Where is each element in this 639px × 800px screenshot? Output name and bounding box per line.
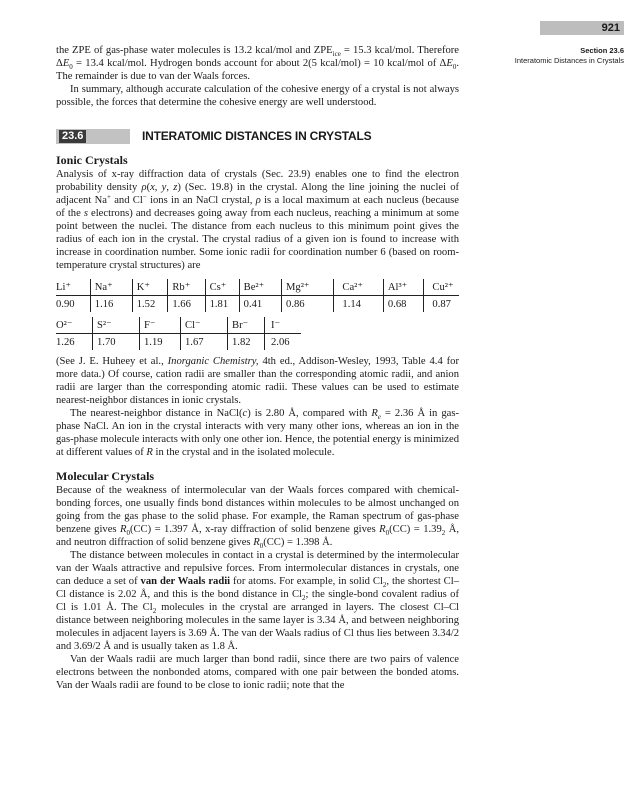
ion-radius: 1.52 <box>132 296 168 313</box>
ion-radius: 1.19 <box>140 334 181 351</box>
paragraph: Because of the weakness of intermolecular van der Waals forces compared with chemical-bonding forces, one usually finds bond distances within molecules to be almost unchanged on going from the gas phase to the solid phase. For example, the Raman spectrum of gas-phase benzene gives $R_0(CC) = 1.397$ Å, x-ray diffraction of solid benzene gives $R_0(CC) = 1.39_2$ Å, and neutron diffraction of solid benzene gives $R_0(CC) = 1.398$ Å. <box>56 485 460 551</box>
paragraph: Analysis of x-ray diffraction data of crystals (Sec. 23.9) enables one to find the electron probability density ρ(x, y, z) (Sec. 19.8) in the crystal. Along the line joining the nuclei of adjacent Na+ and Cl− ions in an NaCl crystal, ρ is a local maximum at each nucleus (because of the s electrons) and decreases going away from each nucleus, reaching a minimum at some point between the nuclei. The distance from each nucleus to this minimum point gives the radius of each ion in the crystal. The crystal radius of a given ion is found to increase with increase in coordination number. Some ionic radii for coordination number 6 (based on room-temperature crystal structures) are <box>56 169 460 271</box>
ion-label: S²⁻ <box>93 317 140 334</box>
ion-radius: 1.16 <box>90 296 132 313</box>
ionic-radii-table-anions <box>56 317 301 350</box>
running-head-section: Section 23.6 <box>580 46 624 55</box>
ion-label: O²⁻ <box>56 317 93 334</box>
ionic-radii-table-cations <box>56 279 459 312</box>
ion-label: Rb⁺ <box>168 279 205 296</box>
paragraph: In summary, although accurate calculation of the cohesive energy of a crystal is not always possible, the forces that determine the cohesive energy are well understood. <box>56 84 459 108</box>
ion-radius: 0.90 <box>56 296 90 313</box>
ion-label: K⁺ <box>132 279 168 296</box>
paragraph: Van der Waals radii are much larger than bond radii, since there are two pairs of valence electrons between the nonbonded atoms, compared with one pair between the bonded atoms. Van der Waals radii are found to be close to ionic radii; note that the <box>56 654 459 691</box>
ion-radius: 1.82 <box>228 334 265 351</box>
ion-radius: 0.68 <box>383 296 424 313</box>
subsection-heading: Molecular Crystals <box>56 469 155 483</box>
section-number-box <box>56 129 130 144</box>
subsection-heading: Ionic Crystals <box>56 153 128 167</box>
paragraph: The nearest-neighbor distance in NaCl(c) is 2.80 Å, compared with $R_e = 2.36$ Å in gas-phase NaCl. An ion in the crystal interacts with very many other ions, whereas an ion in the gas-phase molecule interacts with only one other ion. Hence, the potential energy is minimized at different values of R in the crystal and in the isolated molecule. <box>56 408 459 458</box>
ion-label: Cs⁺ <box>205 279 239 296</box>
ion-label: Al³⁺ <box>383 279 424 296</box>
ion-label: Na⁺ <box>90 279 132 296</box>
ion-label: F⁻ <box>140 317 181 334</box>
ion-label: Cl⁻ <box>181 317 228 334</box>
page-number: 921 <box>540 21 624 35</box>
ion-radius: 0.87 <box>432 298 451 310</box>
ion-label: I⁻ <box>265 317 302 334</box>
ion-radius: 1.66 <box>168 296 205 313</box>
ion-radius: 1.70 <box>93 334 140 351</box>
paragraph: The distance between molecules in contact in a crystal is determined by the intermolecular van der Waals attractive and repulsive forces. From intermolecular distances in crystals, one can deduce a set of van der Waals radii for atoms. For example, in solid $Cl_2$, the shortest Cl–Cl distance is 2.02 Å, and this is the bond distance in $Cl_2$; the single-bond covalent radius of Cl is 1.01 Å. The $Cl_2$ molecules in the crystal are arranged in layers. The closest Cl–Cl distance between neighboring molecules in the same layer is 3.34 Å, and between neighboring molecules in adjacent layers is 3.69 Å. The van der Waals radius of Cl thus lies between 3.34/2 and 3.69/2 Å and is usually taken as 1.8 Å. <box>56 550 459 652</box>
ion-radius: 1.81 <box>205 296 239 313</box>
ion-radius: 2.06 <box>271 336 290 348</box>
section-number: 23.6 <box>59 130 86 143</box>
ion-radius: 0.41 <box>239 296 281 313</box>
running-head-title: Interatomic Distances in Crystals <box>514 56 624 65</box>
ion-label: Li⁺ <box>56 279 90 296</box>
ion-label: Mg²⁺ <box>282 279 334 296</box>
ion-label: Ca²⁺ <box>334 279 383 296</box>
section-title: INTERATOMIC DISTANCES IN CRYSTALS <box>142 129 372 143</box>
ion-radius: 0.86 <box>282 296 334 313</box>
paragraph: the ZPE of gas-phase water molecules is 13.2 kcal/mol and $ZPE_{ice} = 15.3$ kcal/mol. Therefore $\Delta E_0 = 13.4$ kcal/mol. Hydrogen bonds account for about 2(5 kcal/mol) = 10 kcal/mol of $\Delta E_0$. The remainder is due to van der Waals forces. <box>56 45 459 82</box>
ion-label: Cu²⁺ <box>424 279 459 296</box>
running-head <box>515 46 624 66</box>
ion-label: Be²⁺ <box>239 279 281 296</box>
ion-radius: 1.14 <box>334 296 383 313</box>
ion-radius: 1.26 <box>56 334 93 351</box>
ion-radius: 1.67 <box>181 334 228 351</box>
section-heading <box>56 129 459 145</box>
paragraph: (See J. E. Huheey et al., Inorganic Chemistry, 4th ed., Addison-Wesley, 1993, Table 4.4 for more data.) Of course, cation radii are smaller than the corresponding atomic radii, and anion radii are larger than the corresponding atomic radii. These values can be used to estimate nearest-neighbor distances in ionic crystals. <box>56 356 459 406</box>
ion-label: Br⁻ <box>228 317 265 334</box>
main-column <box>56 44 459 692</box>
